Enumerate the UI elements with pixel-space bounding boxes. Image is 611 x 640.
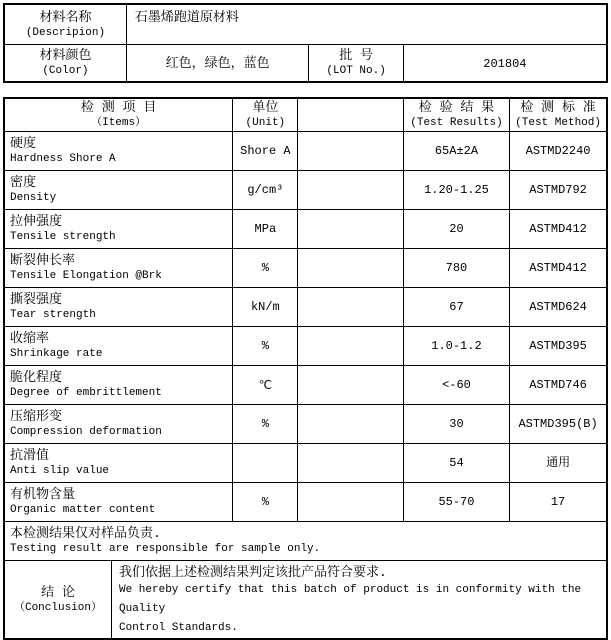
footnote-cell — [4, 522, 607, 561]
item-name-en: Density — [10, 192, 57, 204]
item-name-cn: 有机物含量 — [10, 487, 76, 502]
item-name-cn: 抗滑值 — [10, 448, 50, 463]
method-cell: ASTMD624 — [510, 288, 607, 327]
test-results-table — [3, 97, 608, 640]
blank-cell — [298, 171, 403, 210]
conclusion-line-en1: We hereby certify that this batch of product is in conformity with the Quality — [119, 584, 582, 615]
conclusion-text — [112, 561, 606, 638]
material-name-row — [4, 4, 607, 45]
unit-cell: Shore A — [233, 132, 298, 171]
unit-cell: % — [233, 405, 298, 444]
conclusion-label — [5, 561, 112, 638]
conclusion-row — [4, 561, 607, 640]
material-color-row — [4, 45, 607, 83]
test-table-header-row — [4, 98, 607, 132]
blank-cell — [298, 366, 403, 405]
material-color-value: 红色，绿色，蓝色 — [126, 45, 309, 83]
item-name-en: Shrinkage rate — [10, 348, 103, 360]
test-row-hardness — [4, 132, 607, 171]
result-cell: 65A±2A — [403, 132, 509, 171]
header-unit: 单位 (Unit) — [233, 98, 298, 132]
test-row-compression — [4, 405, 607, 444]
header-method: 检 测 标 准 (Test Method) — [510, 98, 607, 132]
item-name-en: Hardness Shore A — [10, 153, 116, 165]
item-name-en: Tensile Elongation @Brk — [10, 270, 162, 282]
footnote-row — [4, 522, 607, 561]
method-cell: 通用 — [510, 444, 607, 483]
item-name-cn: 撕裂强度 — [10, 292, 63, 307]
material-color-label-cn: 材料颜色 — [39, 48, 92, 63]
blank-cell — [298, 444, 403, 483]
method-cell: ASTMD792 — [510, 171, 607, 210]
item-name-en: Tear strength — [10, 309, 96, 321]
method-cell: ASTMD395(B) — [510, 405, 607, 444]
result-cell: 67 — [403, 288, 509, 327]
item-name-cn: 脆化程度 — [10, 370, 63, 385]
unit-cell: ℃ — [233, 366, 298, 405]
footnote-line-cn: 本检测结果仅对样品负责. — [10, 526, 161, 541]
unit-cell: % — [233, 483, 298, 522]
test-row-anti-slip — [4, 444, 607, 483]
material-color-label — [4, 45, 126, 83]
item-name-en: Tensile strength — [10, 231, 116, 243]
blank-cell — [298, 483, 403, 522]
header-blank — [298, 98, 403, 132]
result-cell: 55-70 — [403, 483, 509, 522]
material-name-label-cn: 材料名称 — [39, 9, 92, 25]
item-name-cn: 密度 — [10, 175, 37, 190]
lot-label — [309, 45, 403, 83]
lot-label-cn: 批 号 — [339, 48, 374, 63]
header-items: 检 测 项 目 （Items） — [4, 98, 233, 132]
item-name-en: Degree of embrittlement — [10, 387, 162, 399]
unit-cell: % — [233, 327, 298, 366]
unit-cell: kN/m — [233, 288, 298, 327]
test-row-elongation — [4, 249, 607, 288]
blank-cell — [298, 210, 403, 249]
result-cell: 20 — [403, 210, 509, 249]
method-cell: 17 — [510, 483, 607, 522]
test-row-tear-strength — [4, 288, 607, 327]
item-name-en: Anti slip value — [10, 465, 110, 477]
result-cell: 780 — [403, 249, 509, 288]
blank-cell — [298, 132, 403, 171]
material-name-label — [4, 4, 126, 45]
method-cell: ASTMD412 — [510, 210, 607, 249]
item-name-en: Compression deformation — [10, 426, 162, 438]
method-cell: ASTMD2240 — [510, 132, 607, 171]
footnote-line-en: Testing result are responsible for sample only. — [10, 543, 321, 555]
item-name-cn: 压缩形变 — [10, 409, 63, 424]
item-name-en: Organic matter content — [10, 504, 156, 516]
conclusion-line-en2: Control Standards. — [119, 622, 238, 634]
conclusion-line-cn: 我们依据上述检测结果判定该批产品符合要求. — [119, 565, 387, 580]
lot-label-en: (LOT No.) — [326, 65, 386, 77]
unit-cell — [233, 444, 298, 483]
item-name-cn: 收缩率 — [10, 331, 50, 346]
blank-cell — [298, 327, 403, 366]
result-cell: 54 — [403, 444, 509, 483]
material-color-label-en: (Color) — [42, 65, 89, 77]
item-name-cn: 硬度 — [10, 136, 37, 151]
blank-cell — [298, 405, 403, 444]
test-row-shrinkage — [4, 327, 607, 366]
test-row-organic-content — [4, 483, 607, 522]
test-row-embrittlement — [4, 366, 607, 405]
material-name-label-en: (Descripion) — [25, 26, 106, 39]
material-info-table — [3, 3, 608, 83]
header-results: 检 验 结 果 (Test Results) — [403, 98, 509, 132]
material-name-value: 石墨烯跑道原材料 — [126, 4, 607, 45]
result-cell: 30 — [403, 405, 509, 444]
result-cell: 1.0-1.2 — [403, 327, 509, 366]
test-row-tensile-strength — [4, 210, 607, 249]
test-row-density — [4, 171, 607, 210]
result-cell: <-60 — [403, 366, 509, 405]
blank-cell — [298, 249, 403, 288]
method-cell: ASTMD412 — [510, 249, 607, 288]
item-name-cn: 断裂伸长率 — [10, 253, 76, 268]
item-name-cn: 拉伸强度 — [10, 214, 63, 229]
conclusion-label-en: （Conclusion） — [13, 601, 102, 614]
unit-cell: g/cm³ — [233, 171, 298, 210]
conclusion-label-cn: 结 论 — [41, 584, 75, 600]
method-cell: ASTMD746 — [510, 366, 607, 405]
blank-cell — [298, 288, 403, 327]
method-cell: ASTMD395 — [510, 327, 607, 366]
lot-value: 201804 — [403, 45, 607, 83]
unit-cell: % — [233, 249, 298, 288]
result-cell: 1.20-1.25 — [403, 171, 509, 210]
unit-cell: MPa — [233, 210, 298, 249]
